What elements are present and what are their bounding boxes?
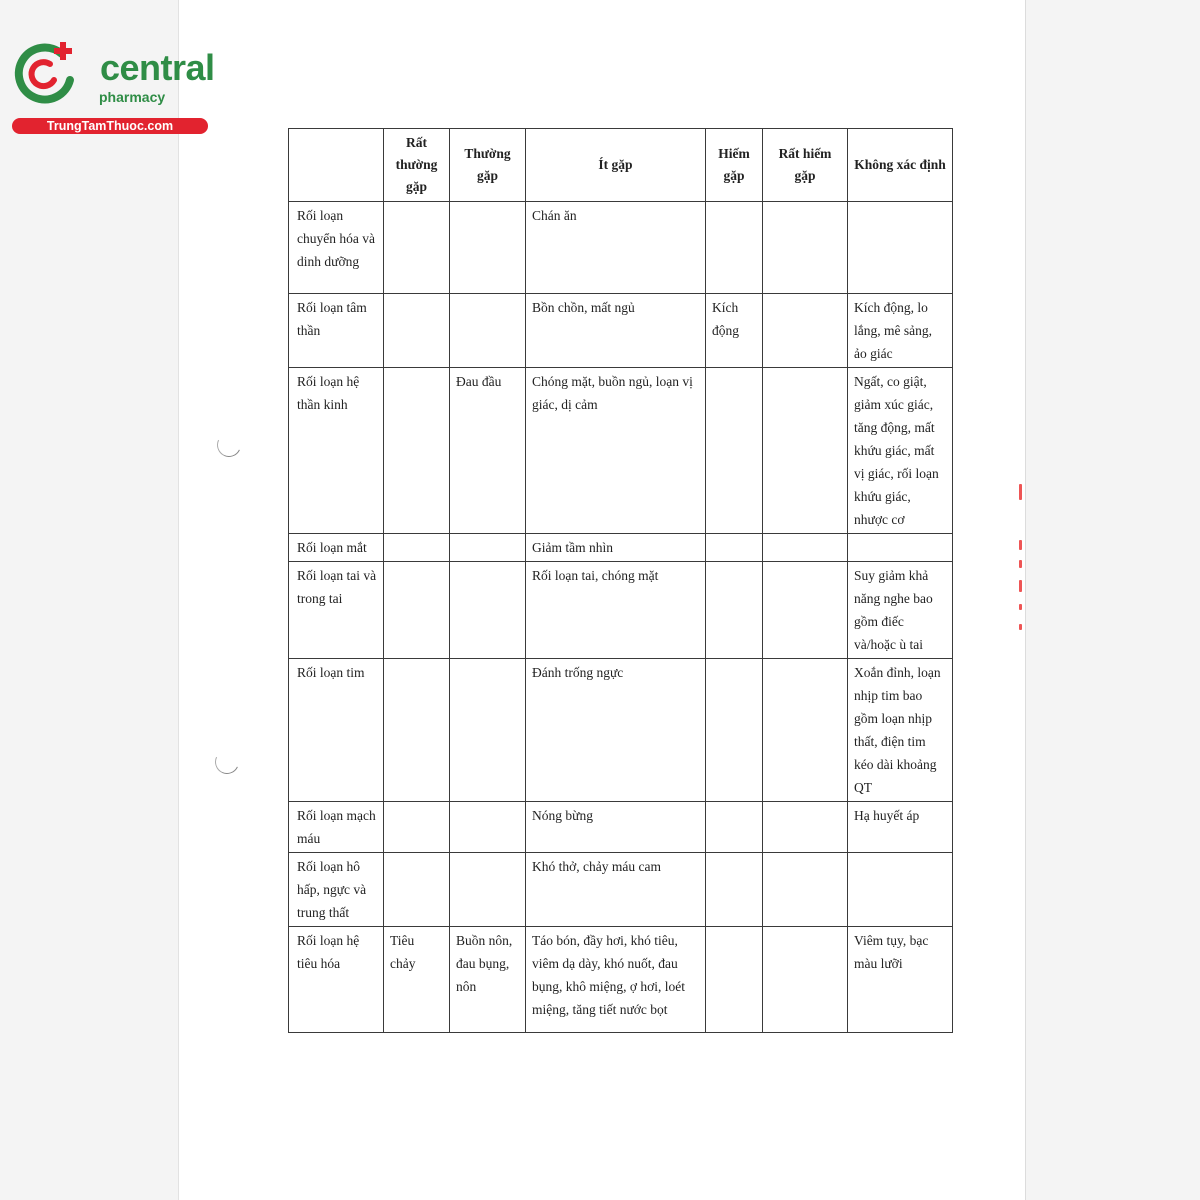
cell-very-rare <box>763 294 848 368</box>
cell-uncommon: Nóng bừng <box>526 802 706 853</box>
brand-name: central <box>100 47 215 88</box>
header-very-rare: Rất hiếm gặp <box>763 129 848 202</box>
cell-unknown: Hạ huyết áp <box>848 802 953 853</box>
cell-rare <box>706 534 763 562</box>
cell-very-common <box>384 659 450 802</box>
cell-category: Rối loạn tâm thần <box>289 294 384 368</box>
table-row <box>289 853 953 927</box>
cell-uncommon: Táo bón, đầy hơi, khó tiêu, viêm dạ dày, khó nuốt, đau bụng, khô miệng, ợ hơi, loét miệng, tăng tiết nước bọt <box>526 927 706 1033</box>
header-rare: Hiếm gặp <box>706 129 763 202</box>
table-header-row <box>289 129 953 202</box>
cell-very-rare <box>763 534 848 562</box>
cell-unknown <box>848 534 953 562</box>
cell-category: Rối loạn hệ thần kinh <box>289 368 384 534</box>
header-unknown: Không xác định <box>848 129 953 202</box>
cell-rare <box>706 659 763 802</box>
cell-unknown: Suy giảm khả năng nghe bao gồm điếc và/hoặc ù tai <box>848 562 953 659</box>
cell-very-common <box>384 534 450 562</box>
cell-unknown: Ngất, co giật, giảm xúc giác, tăng động, mất khứu giác, mất vị giác, rối loạn khứu giác, nhược cơ <box>848 368 953 534</box>
cell-category: Rối loạn hô hấp, ngực và trung thất <box>289 853 384 927</box>
cell-very-rare <box>763 853 848 927</box>
cell-common <box>450 202 526 294</box>
cell-very-rare <box>763 659 848 802</box>
pharmacy-cross-logo-icon <box>10 40 80 106</box>
header-category <box>289 129 384 202</box>
table-row <box>289 927 953 1033</box>
cell-very-common <box>384 202 450 294</box>
cell-rare <box>706 202 763 294</box>
brand-site-banner: TrungTamThuoc.com <box>12 118 208 134</box>
cell-common: Buồn nôn, đau bụng, nôn <box>450 927 526 1033</box>
cell-category: Rối loạn mạch máu <box>289 802 384 853</box>
cell-common <box>450 853 526 927</box>
header-uncommon: Ít gặp <box>526 129 706 202</box>
cell-common <box>450 802 526 853</box>
adverse-effects-table <box>288 128 953 1033</box>
table-row <box>289 202 953 294</box>
cell-uncommon: Chóng mặt, buồn ngủ, loạn vị giác, dị cảm <box>526 368 706 534</box>
stamp-marks <box>1016 484 1028 634</box>
brand-tagline: pharmacy <box>99 89 166 105</box>
table-row <box>289 534 953 562</box>
cell-common <box>450 562 526 659</box>
header-very-common: Rất thường gặp <box>384 129 450 202</box>
cell-category: Rối loạn chuyển hóa và dinh dưỡng <box>289 202 384 294</box>
cell-unknown: Kích động, lo lắng, mê sảng, ảo giác <box>848 294 953 368</box>
header-common: Thường gặp <box>450 129 526 202</box>
cell-rare <box>706 562 763 659</box>
cell-unknown: Xoắn đỉnh, loạn nhịp tim bao gồm loạn nhịp thất, điện tim kéo dài khoảng QT <box>848 659 953 802</box>
cell-uncommon: Chán ăn <box>526 202 706 294</box>
cell-very-common <box>384 562 450 659</box>
cell-category: Rối loạn tim <box>289 659 384 802</box>
cell-uncommon: Giảm tầm nhìn <box>526 534 706 562</box>
cell-uncommon: Bồn chồn, mất ngủ <box>526 294 706 368</box>
table-row <box>289 368 953 534</box>
cell-very-rare <box>763 802 848 853</box>
cell-very-rare <box>763 927 848 1033</box>
cell-common: Đau đầu <box>450 368 526 534</box>
cell-unknown <box>848 202 953 294</box>
table-row <box>289 562 953 659</box>
cell-uncommon: Khó thở, chảy máu cam <box>526 853 706 927</box>
table-row <box>289 659 953 802</box>
cell-very-rare <box>763 368 848 534</box>
cell-category: Rối loạn tai và trong tai <box>289 562 384 659</box>
cell-rare <box>706 853 763 927</box>
table-row <box>289 802 953 853</box>
cell-common <box>450 534 526 562</box>
cell-very-common <box>384 802 450 853</box>
cell-category: Rối loạn hệ tiêu hóa <box>289 927 384 1033</box>
cell-very-rare <box>763 562 848 659</box>
cell-very-common <box>384 853 450 927</box>
cell-unknown: Viêm tụy, bạc màu lưỡi <box>848 927 953 1033</box>
cell-unknown <box>848 853 953 927</box>
cell-rare: Kích động <box>706 294 763 368</box>
brand-logo <box>10 38 215 138</box>
table-row <box>289 294 953 368</box>
cell-rare <box>706 927 763 1033</box>
cell-common <box>450 294 526 368</box>
cell-very-common <box>384 294 450 368</box>
cell-uncommon: Rối loạn tai, chóng mặt <box>526 562 706 659</box>
cell-very-common <box>384 368 450 534</box>
cell-rare <box>706 368 763 534</box>
cell-very-rare <box>763 202 848 294</box>
cell-very-common: Tiêu chảy <box>384 927 450 1033</box>
cell-common <box>450 659 526 802</box>
cell-rare <box>706 802 763 853</box>
cell-uncommon: Đánh trống ngực <box>526 659 706 802</box>
cell-category: Rối loạn mắt <box>289 534 384 562</box>
